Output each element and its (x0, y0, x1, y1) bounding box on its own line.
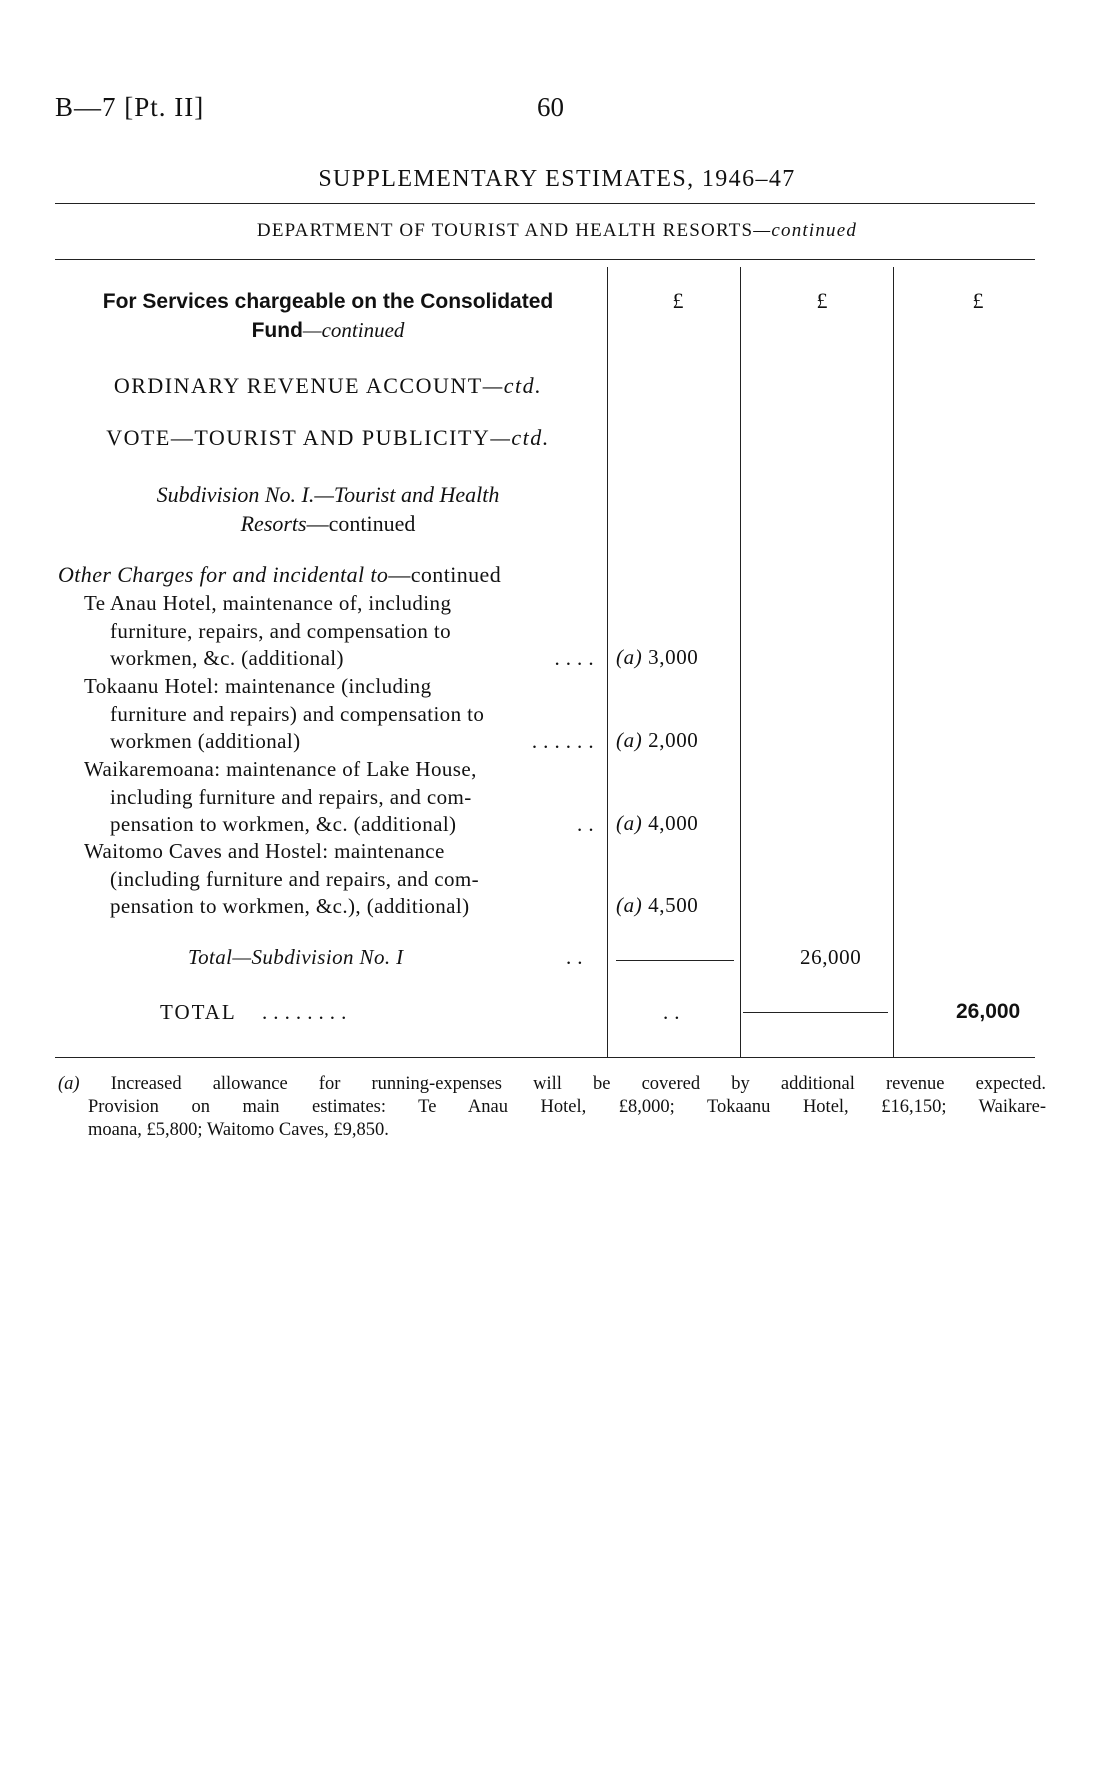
total-rule (743, 1012, 888, 1013)
account-suffix: —ctd. (482, 373, 543, 398)
currency-header-1: £ (672, 288, 684, 313)
department-suffix: —continued (753, 220, 858, 241)
other-charges-label: Other Charges for and incidental to (58, 562, 389, 587)
footnote-ref: (a) (616, 811, 643, 835)
line-item-waitomo (84, 838, 594, 921)
table-top-rule (55, 259, 1035, 260)
item-line: including furniture and repairs, and com- (110, 784, 472, 809)
services-heading-line1: For Services chargeable on the Consolidated (102, 290, 554, 313)
services-heading-line2: Fund (251, 319, 303, 342)
subdivision-total-leader: . . (566, 945, 583, 969)
services-heading (58, 287, 598, 345)
amount-waikaremoana (616, 811, 698, 836)
amount-tokaanu (616, 728, 698, 753)
department-name: DEPARTMENT OF TOURIST AND HEALTH RESORTS (256, 220, 754, 241)
line-item-waikaremoana (84, 756, 594, 839)
other-charges-suffix: —continued (388, 562, 502, 587)
grand-total-leader: . . . . . . . . (262, 1000, 347, 1024)
currency-header-3: £ (972, 288, 984, 313)
vote-name: VOTE—TOURIST AND PUBLICITY (106, 425, 491, 450)
currency-header-2: £ (816, 288, 828, 313)
line-item-tokaanu (84, 673, 594, 756)
page-number: 60 (537, 92, 564, 122)
leader-dots: . . . . (554, 646, 594, 670)
amount-value: 2,000 (648, 728, 699, 752)
footnote-ref: (a) (616, 893, 643, 917)
footnote-ref: (a) (616, 728, 643, 752)
subdivision-suffix: —continued (306, 511, 416, 536)
line-item-te-anau (84, 590, 594, 673)
item-line: workmen (additional) (110, 729, 301, 753)
footnote-line2: Provision on main estimates: Te Anau Hotel, £8,000; Tokaanu Hotel, £16,150; Waikare- (88, 1097, 1046, 1117)
column-divider-1 (607, 267, 608, 1057)
footnote-ref: (a) (616, 645, 643, 669)
subdivision-line1: Subdivision No. I.—Tourist and Health (156, 482, 500, 507)
page-title: SUPPLEMENTARY ESTIMATES, 1946–47 (318, 166, 796, 192)
grand-total-amount: 26,000 (956, 1000, 1021, 1023)
footnote-line1: Increased allowance for running-expenses will be covered by additional revenue expected. (110, 1074, 1046, 1094)
vote-heading (58, 425, 598, 451)
leader-dots: . . (577, 812, 594, 836)
subdivision-total-label (188, 945, 404, 970)
amount-waitomo (616, 893, 698, 918)
leader-dots: . . . . . . (531, 729, 594, 753)
column-divider-3 (893, 267, 894, 1057)
services-heading-suffix: —continued (302, 318, 405, 342)
item-line: furniture, repairs, and compensation to (110, 618, 451, 643)
footnote-marker: (a) (58, 1074, 80, 1094)
item-line: Waikaremoana: maintenance of Lake House, (84, 757, 477, 781)
title-rule (55, 203, 1035, 204)
item-line: Tokaanu Hotel: maintenance (including (84, 674, 432, 698)
subdivision-line2: Resorts (240, 511, 307, 536)
subdivision-total-amount: 26,000 (800, 945, 862, 969)
item-line: workmen, &c. (additional) (110, 646, 344, 670)
table-bottom-rule (55, 1057, 1035, 1058)
other-charges-heading (58, 562, 501, 588)
item-line: Waitomo Caves and Hostel: maintenance (84, 839, 445, 863)
account-name: ORDINARY REVENUE ACCOUNT (113, 373, 483, 398)
item-line: furniture and repairs) and compensation to (110, 701, 485, 726)
doc-reference: B—7 [Pt. II] (55, 92, 205, 122)
item-line: Te Anau Hotel, maintenance of, including (84, 591, 452, 615)
subdivision-total-text: Total—Subdivision No. I (188, 945, 404, 969)
subtotal-rule (616, 960, 734, 961)
amount-value: 3,000 (648, 645, 699, 669)
grand-total-col1-leader: . . (663, 1000, 680, 1024)
amount-value: 4,000 (648, 811, 699, 835)
column-divider-2 (740, 267, 741, 1057)
subdivision-heading (58, 480, 598, 538)
footnote (58, 1073, 1046, 1142)
amount-value: 4,500 (648, 893, 699, 917)
amount-te-anau (616, 645, 698, 670)
grand-total-label: TOTAL (160, 1000, 237, 1024)
account-heading (58, 373, 598, 399)
footnote-line3: moana, £5,800; Waitomo Caves, £9,850. (88, 1120, 389, 1140)
item-line: pensation to workmen, &c. (additional) (110, 812, 457, 836)
item-line: (including furniture and repairs, and com- (110, 866, 480, 891)
vote-suffix: —ctd. (490, 425, 550, 450)
department-heading (0, 220, 1114, 242)
item-line: pensation to workmen, &c.), (additional) (110, 894, 470, 918)
